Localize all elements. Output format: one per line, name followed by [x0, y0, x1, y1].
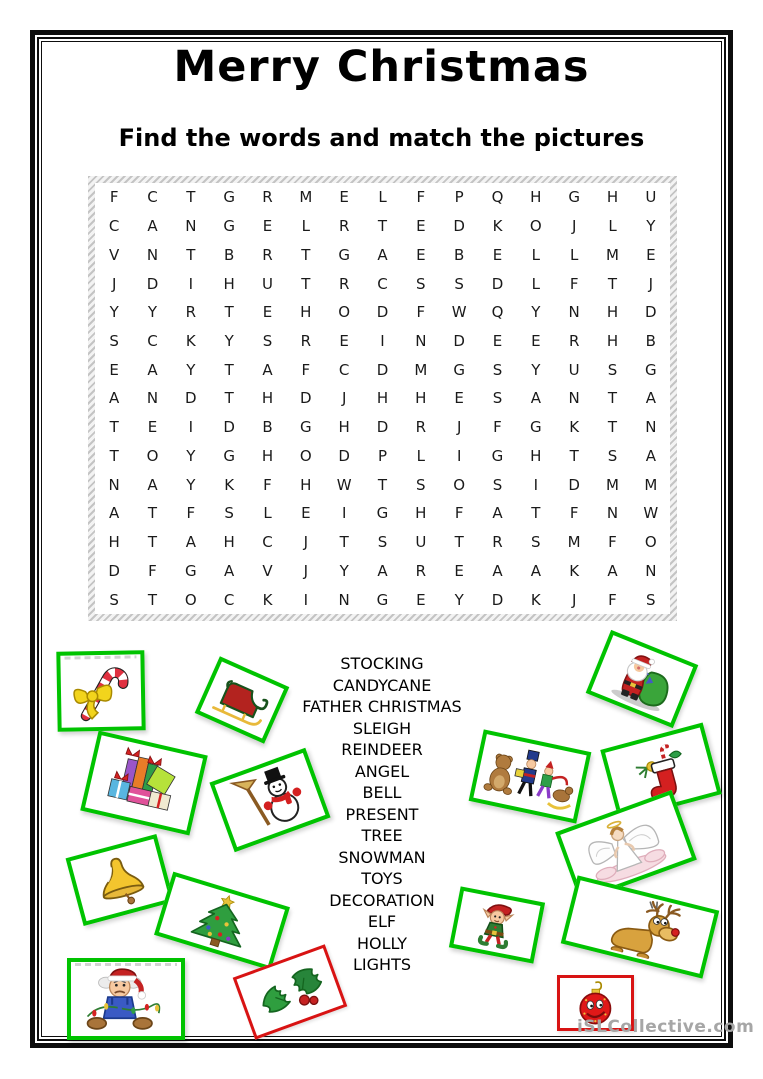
grid-letter: S — [416, 274, 426, 293]
grid-letter: T — [224, 389, 234, 408]
grid-letter: G — [376, 590, 389, 609]
grid-letter: T — [224, 303, 234, 322]
grid-letter: D — [108, 561, 120, 580]
grid-letter: N — [415, 332, 427, 351]
grid-letter: S — [377, 533, 388, 552]
grid-letter: S — [492, 389, 503, 408]
grid-letter: F — [569, 274, 579, 293]
grid-letter: H — [530, 446, 542, 465]
picture-card-candy-cane — [56, 650, 145, 732]
page-subtitle: Find the words and match the pictures — [118, 124, 645, 152]
grid-letter: T — [186, 245, 196, 264]
grid-letter: E — [646, 245, 656, 264]
grid-letter: T — [377, 217, 388, 236]
lights-man-icon — [74, 964, 177, 1034]
grid-letter: E — [301, 504, 311, 523]
grid-letter: K — [569, 561, 580, 580]
grid-letter: G — [568, 188, 580, 207]
grid-letter: J — [303, 561, 309, 580]
grid-letter: L — [569, 245, 579, 264]
grid-letter: D — [338, 446, 350, 465]
grid-letter: Y — [531, 303, 541, 322]
grid-letter: C — [377, 274, 388, 293]
grid-letter: T — [607, 418, 618, 437]
grid-letter: F — [301, 360, 311, 379]
grid-letter: D — [146, 274, 159, 293]
grid-letter: O — [338, 303, 351, 322]
grid-letter: R — [415, 561, 427, 580]
grid-letter: T — [147, 533, 158, 552]
grid-letter: T — [339, 533, 349, 552]
grid-letter: H — [338, 418, 350, 437]
grid-letter: N — [645, 418, 657, 437]
picture-card-lights-man — [67, 958, 185, 1040]
grid-letter: A — [185, 533, 196, 552]
grid-letter: Y — [147, 303, 158, 322]
word-list-item: LIGHTS — [353, 955, 411, 974]
grid-letter: W — [336, 475, 352, 494]
grid-letter: Y — [186, 475, 196, 494]
grid-letter: H — [261, 446, 274, 465]
word-list-item: SNOWMAN — [338, 847, 426, 867]
grid-letter: B — [645, 332, 656, 351]
grid-letter: L — [263, 504, 272, 523]
grid-letter: L — [378, 188, 387, 207]
grid-letter: H — [300, 475, 312, 494]
grid-letter: G — [223, 188, 235, 207]
grid-letter: S — [454, 274, 464, 293]
grid-letter: T — [186, 188, 196, 207]
grid-letter: A — [147, 217, 158, 236]
grid-letter: F — [608, 533, 617, 552]
grid-letter: I — [456, 446, 462, 465]
grid-letter: L — [301, 217, 310, 236]
grid-letter: E — [454, 389, 464, 408]
grid-letter: R — [300, 332, 312, 351]
grid-letter: A — [147, 360, 158, 379]
grid-letter: E — [416, 217, 426, 236]
grid-letter: H — [223, 533, 235, 552]
grid-letter: M — [567, 533, 581, 552]
grid-letter: D — [453, 217, 465, 236]
grid-letter: A — [530, 561, 541, 580]
grid-letter: H — [300, 303, 312, 322]
grid-letter: T — [569, 446, 579, 465]
grid-letter: Q — [491, 188, 504, 207]
grid-letter: L — [608, 217, 617, 236]
grid-letter: N — [338, 590, 350, 609]
grid-letter: C — [147, 188, 158, 207]
grid-letter: V — [109, 245, 120, 264]
word-list-item: ANGEL — [354, 761, 410, 781]
grid-letter: D — [645, 303, 657, 322]
grid-letter: G — [376, 504, 389, 523]
grid-letter: M — [606, 475, 619, 494]
grid-letter: N — [606, 504, 619, 523]
grid-letter: F — [454, 504, 464, 523]
grid-letter: J — [571, 217, 577, 236]
grid-letter: S — [492, 475, 503, 494]
grid-letter: P — [377, 446, 388, 465]
grid-letter: D — [223, 418, 235, 437]
grid-letter: S — [109, 332, 119, 351]
grid-letter: V — [262, 561, 273, 580]
grid-letter: F — [263, 475, 272, 494]
grid-letter: K — [530, 590, 541, 609]
grid-letter: H — [606, 188, 619, 207]
grid-letter: E — [416, 590, 426, 609]
grid-letter: T — [531, 504, 541, 523]
grid-letter: O — [529, 217, 542, 236]
grid-letter: K — [262, 590, 273, 609]
grid-letter: T — [147, 590, 158, 609]
grid-letter: D — [376, 360, 389, 379]
grid-letter: G — [491, 446, 504, 465]
grid-letter: H — [108, 533, 120, 552]
grid-letter: O — [299, 446, 312, 465]
grid-letter: I — [341, 504, 347, 523]
grid-letter: K — [224, 475, 235, 494]
grid-letter: D — [185, 389, 197, 408]
grid-letter: S — [607, 360, 618, 379]
word-list-item: DECORATION — [329, 890, 435, 910]
grid-letter: I — [188, 418, 194, 437]
grid-letter: M — [414, 360, 428, 379]
page-title: Merry Christmas — [173, 42, 590, 92]
grid-letter: T — [301, 245, 311, 264]
grid-letter: R — [262, 245, 273, 264]
grid-letter: W — [451, 303, 467, 322]
grid-letter: N — [185, 217, 197, 236]
grid-letter: T — [109, 418, 119, 437]
grid-letter: N — [568, 389, 580, 408]
word-list-item: ELF — [367, 912, 397, 931]
grid-letter: R — [185, 303, 197, 322]
grid-letter: H — [261, 389, 274, 408]
grid-letter: B — [454, 245, 465, 264]
grid-letter: R — [568, 332, 580, 351]
grid-letter: L — [531, 245, 540, 264]
grid-letter: K — [492, 217, 503, 236]
grid-letter: T — [301, 274, 311, 293]
grid-letter: J — [456, 418, 462, 437]
grid-letter: D — [453, 332, 465, 351]
grid-letter: E — [147, 418, 158, 437]
fine-print — [75, 963, 177, 966]
word-search-letters — [95, 183, 670, 614]
grid-letter: Y — [454, 590, 464, 609]
grid-letter: T — [454, 533, 464, 552]
grid-letter: E — [416, 245, 426, 264]
grid-letter: S — [607, 446, 618, 465]
grid-letter: S — [109, 590, 119, 609]
grid-letter: C — [223, 590, 235, 609]
watermark: iSLCollective.com — [577, 1017, 755, 1037]
grid-letter: E — [109, 360, 119, 379]
grid-letter: T — [147, 504, 158, 523]
grid-letter: A — [147, 475, 158, 494]
word-list-item: STOCKING — [340, 654, 424, 673]
grid-letter: E — [531, 332, 541, 351]
grid-letter: S — [262, 332, 273, 351]
word-list-item: CANDYCANE — [332, 675, 432, 695]
grid-letter: A — [109, 389, 120, 408]
grid-letter: P — [454, 188, 464, 207]
grid-letter: J — [303, 533, 309, 552]
grid-letter: S — [224, 504, 234, 523]
grid-letter: E — [339, 332, 349, 351]
grid-letter: R — [492, 533, 503, 552]
grid-letter: U — [568, 360, 580, 379]
word-list-item: TOYS — [361, 869, 403, 888]
grid-letter: Y — [339, 561, 349, 580]
grid-letter: U — [262, 274, 273, 293]
grid-letter: G — [453, 360, 465, 379]
grid-letter: I — [380, 332, 385, 351]
grid-letter: D — [376, 418, 389, 437]
grid-letter: C — [338, 360, 350, 379]
grid-letter: N — [645, 561, 657, 580]
grid-letter: W — [643, 504, 659, 523]
grid-letter: R — [338, 217, 350, 236]
grid-letter: D — [300, 389, 312, 408]
word-list-item: SLEIGH — [352, 718, 412, 738]
grid-letter: S — [416, 475, 426, 494]
grid-letter: E — [339, 188, 349, 207]
grid-letter: J — [341, 389, 347, 408]
grid-letter: G — [300, 418, 312, 437]
grid-letter: H — [415, 504, 427, 523]
bell-icon — [73, 841, 166, 918]
grid-letter: I — [533, 475, 539, 494]
word-list-item: FATHER CHRISTMAS — [302, 697, 462, 716]
grid-letter: B — [262, 418, 273, 437]
grid-letter: R — [262, 188, 273, 207]
grid-letter: Y — [186, 360, 196, 379]
grid-letter: T — [377, 475, 388, 494]
grid-letter: F — [148, 561, 157, 580]
grid-letter: L — [416, 446, 425, 465]
grid-letter: I — [188, 274, 194, 293]
grid-letter: M — [299, 188, 313, 207]
word-list-item: PRESENT — [345, 804, 419, 824]
grid-letter: K — [569, 418, 580, 437]
grid-letter: B — [224, 245, 235, 264]
grid-letter: Y — [646, 217, 656, 236]
grid-letter: A — [109, 504, 120, 523]
grid-letter: F — [186, 504, 196, 523]
grid-letter: C — [108, 217, 120, 236]
grid-letter: J — [571, 590, 577, 609]
grid-letter: R — [415, 418, 427, 437]
grid-letter: G — [645, 360, 657, 379]
grid-letter: Y — [224, 332, 234, 351]
grid-letter: F — [416, 303, 426, 322]
grid-letter: E — [262, 217, 273, 236]
grid-letter: G — [223, 446, 235, 465]
grid-letter: T — [109, 446, 119, 465]
grid-letter: F — [416, 188, 426, 207]
word-list-item: BELL — [362, 783, 402, 802]
grid-letter: N — [108, 475, 120, 494]
grid-letter: T — [607, 389, 618, 408]
grid-letter: E — [492, 245, 503, 264]
grid-letter: A — [492, 561, 503, 580]
grid-letter: C — [147, 332, 158, 351]
grid-letter: U — [415, 533, 427, 552]
word-list-item: REINDEER — [341, 740, 423, 759]
grid-letter: A — [645, 446, 656, 465]
grid-letter: M — [644, 475, 658, 494]
grid-letter: G — [223, 217, 235, 236]
grid-letter: H — [606, 332, 619, 351]
grid-letter: C — [262, 533, 273, 552]
grid-letter: R — [338, 274, 350, 293]
grid-letter: N — [146, 389, 159, 408]
grid-letter: D — [491, 590, 504, 609]
grid-letter: A — [492, 504, 503, 523]
grid-letter: E — [492, 332, 503, 351]
grid-letter: O — [453, 475, 466, 494]
grid-letter: Y — [531, 360, 541, 379]
grid-letter: L — [531, 274, 540, 293]
grid-letter: S — [531, 533, 541, 552]
word-list-item: TREE — [361, 826, 403, 845]
grid-letter: Y — [109, 303, 119, 322]
grid-letter: G — [185, 561, 197, 580]
grid-letter: M — [606, 245, 619, 264]
word-list-item: HOLLY — [356, 933, 408, 953]
grid-letter: F — [569, 504, 579, 523]
grid-letter: J — [111, 274, 117, 293]
grid-letter: A — [262, 360, 273, 379]
grid-letter: U — [645, 188, 657, 207]
grid-letter: A — [645, 389, 656, 408]
grid-letter: D — [568, 475, 580, 494]
grid-letter: G — [530, 418, 542, 437]
word-list — [182, 653, 582, 976]
grid-letter: O — [184, 590, 197, 609]
grid-letter: D — [376, 303, 389, 322]
word-search-grid — [88, 176, 677, 621]
grid-letter: O — [644, 533, 657, 552]
grid-letter: A — [377, 561, 388, 580]
grid-letter: A — [377, 245, 388, 264]
grid-letter: H — [606, 303, 619, 322]
grid-letter: D — [491, 274, 504, 293]
grid-letter: A — [607, 561, 618, 580]
grid-letter: Q — [491, 303, 504, 322]
grid-letter: K — [185, 332, 196, 351]
grid-letter: H — [530, 188, 542, 207]
candy-cane-icon — [63, 657, 139, 726]
grid-letter: F — [608, 590, 617, 609]
grid-letter: A — [224, 561, 235, 580]
grid-letter: H — [376, 389, 389, 408]
grid-letter: J — [648, 274, 654, 293]
grid-letter: I — [303, 590, 309, 609]
grid-letter: T — [224, 360, 234, 379]
grid-letter: Y — [186, 446, 196, 465]
grid-letter: S — [492, 360, 503, 379]
grid-letter: H — [223, 274, 235, 293]
grid-letter: G — [338, 245, 350, 264]
grid-letter: E — [262, 303, 273, 322]
grid-letter: S — [646, 590, 656, 609]
grid-letter: N — [146, 245, 159, 264]
grid-letter: H — [415, 389, 427, 408]
grid-letter: T — [607, 274, 618, 293]
grid-letter: N — [568, 303, 580, 322]
grid-letter: F — [493, 418, 502, 437]
grid-letter: E — [454, 561, 464, 580]
grid-letter: F — [109, 188, 119, 207]
grid-letter: A — [530, 389, 541, 408]
grid-letter: O — [146, 446, 159, 465]
